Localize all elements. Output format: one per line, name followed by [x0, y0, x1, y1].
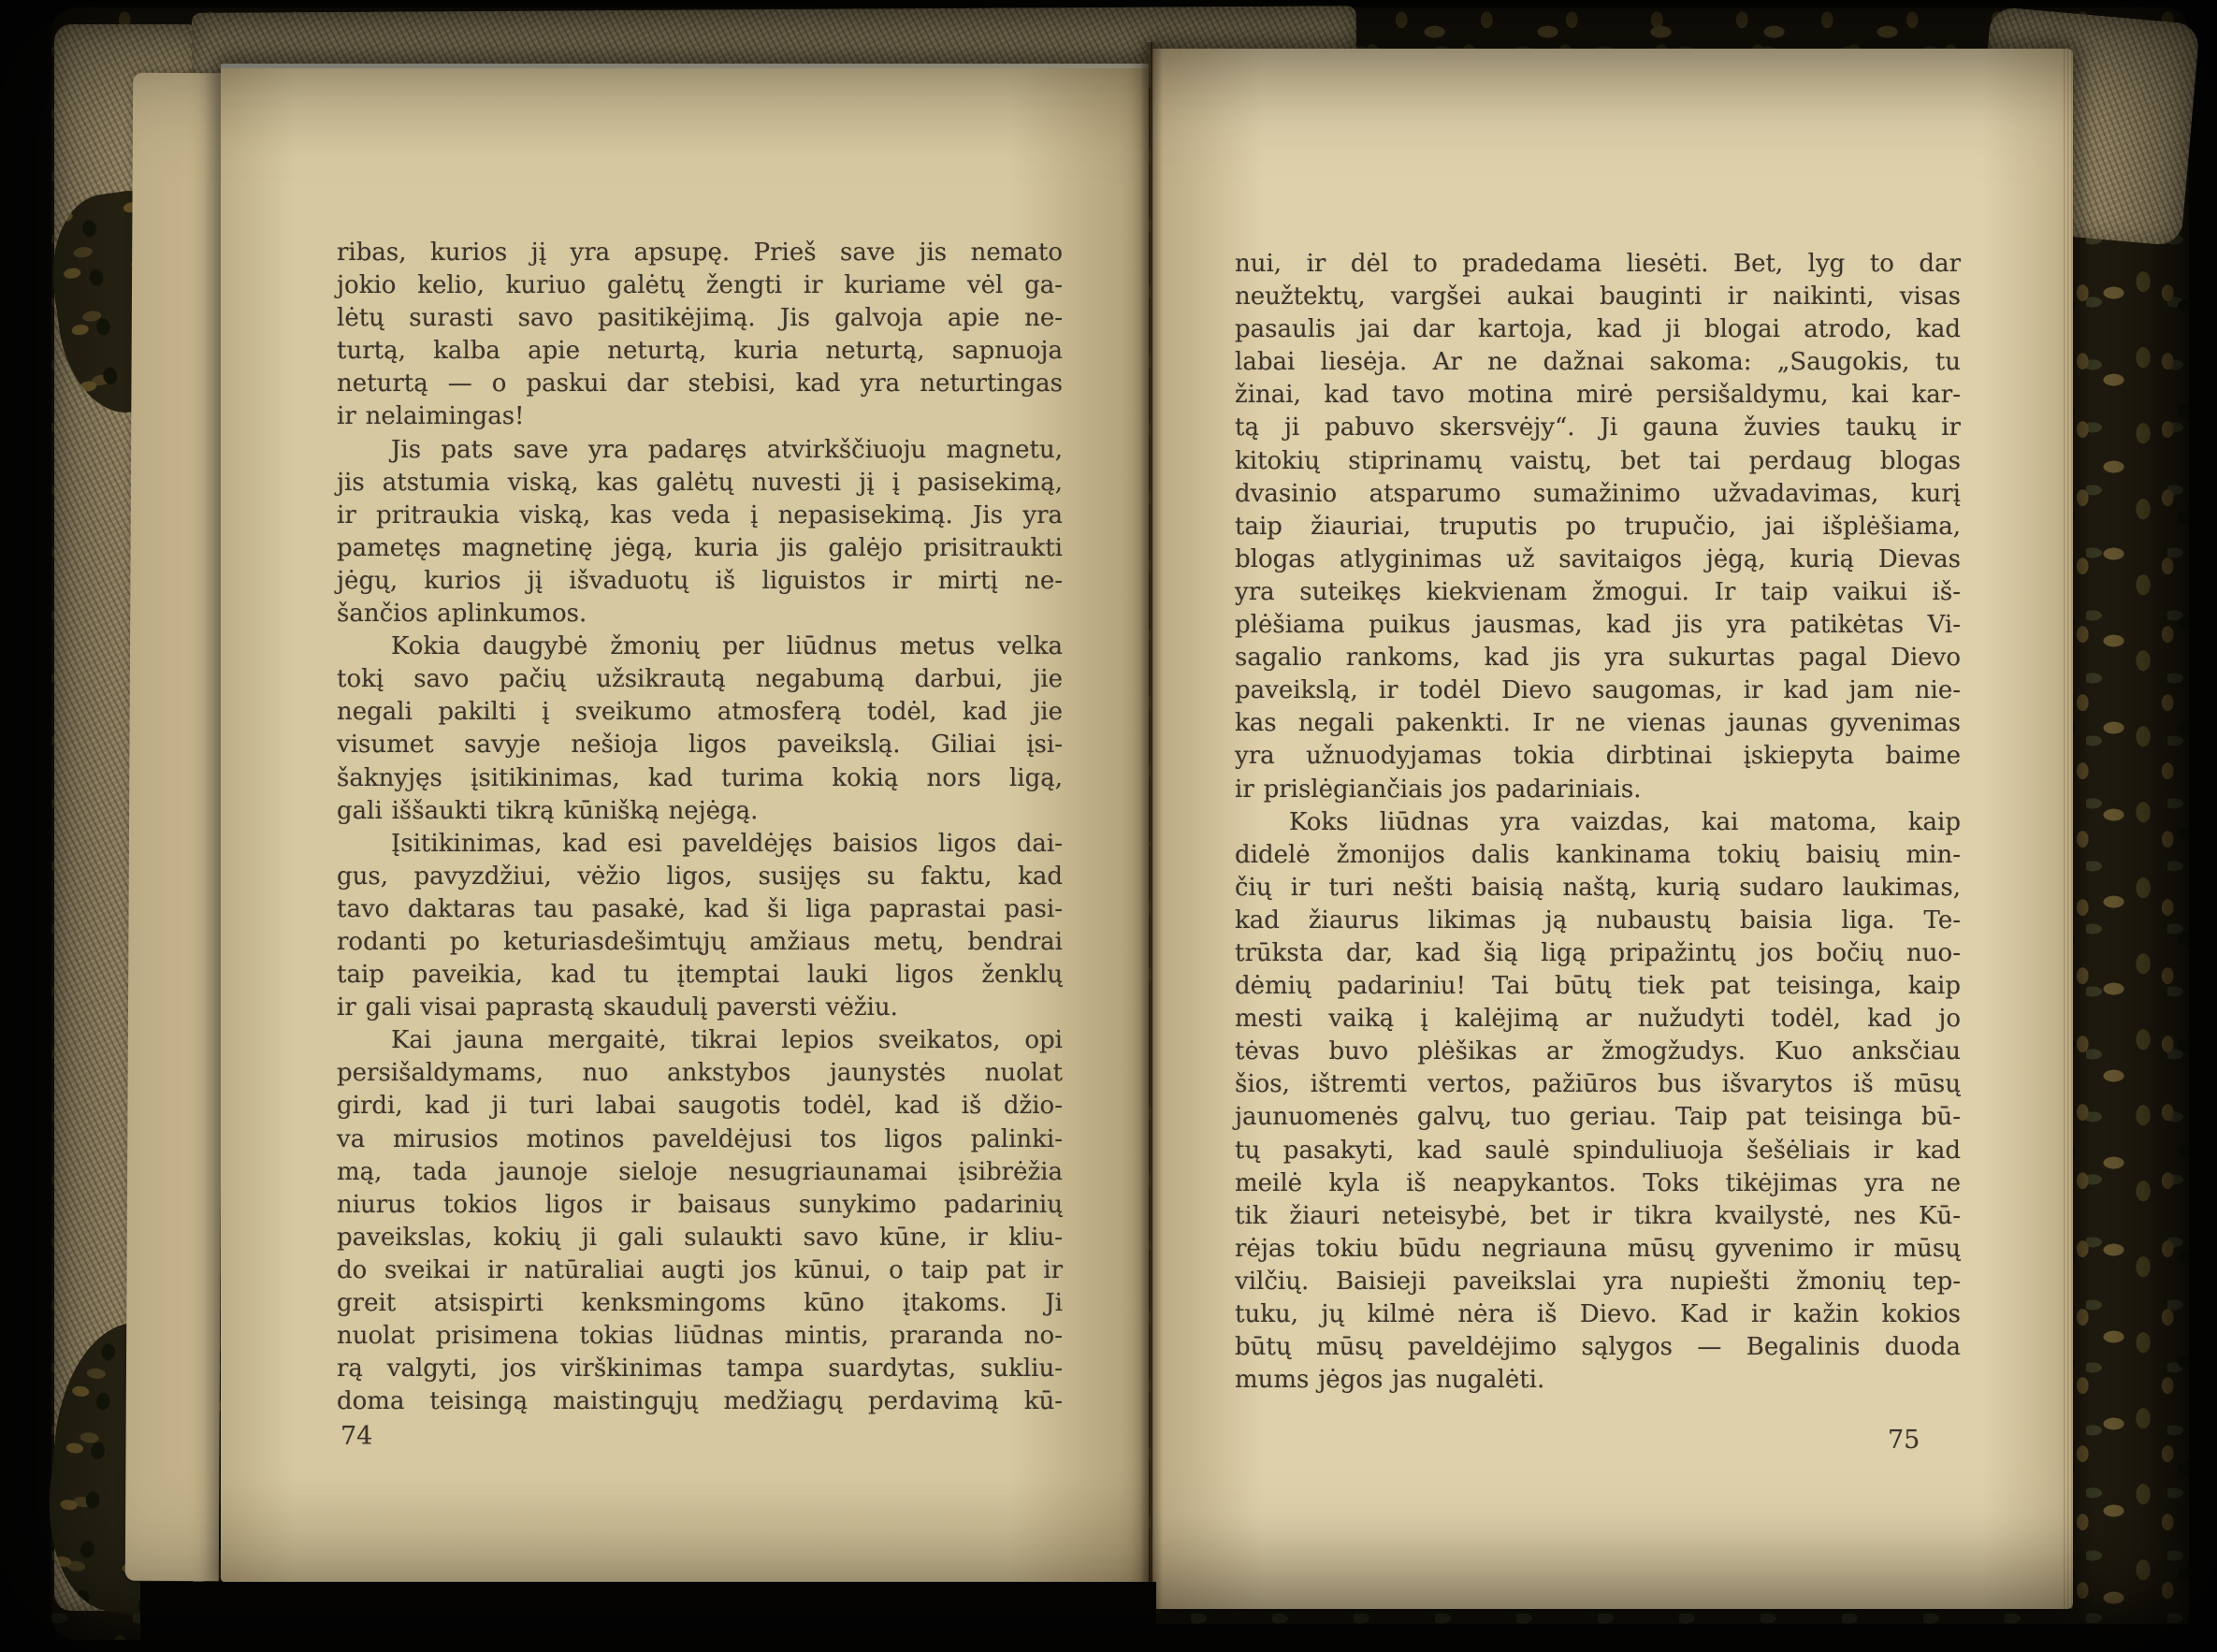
text-line: šančios aplinkumos. — [337, 600, 587, 629]
left-page-number: 74 — [341, 1422, 373, 1451]
text-line: neužtektų, vargšei aukai bauginti ir naikinti, visas — [1235, 283, 1961, 312]
text-line: ir gali visai paprastą skaudulį paversti vėžiu. — [337, 993, 898, 1022]
text-line: labai liesėja. Ar ne dažnai sakoma: „Saugokis, tu — [1235, 348, 1961, 377]
text-line: niurus tokios ligos ir baisaus sunykimo padarinių — [337, 1190, 1063, 1219]
text-line: rėjas tokiu būdu negriauna mūsų gyvenimo ir mūsų — [1235, 1234, 1961, 1263]
text-line: jokio kelio, kuriuo galėtų žengti ir kuriame vėl ga- — [337, 271, 1063, 300]
text-line: va mirusios motinos paveldėjusi tos ligos palinki- — [337, 1124, 1063, 1153]
text-line: plėšiama puikus jausmas, kad jis yra patikėtas Vi- — [1235, 611, 1961, 640]
text-line: lėtų surasti savo pasitikėjimą. Jis galvoja apie ne- — [337, 304, 1063, 333]
text-line: greit atsispirti kenksmingoms kūno įtakoms. Ji — [337, 1289, 1063, 1317]
text-line: kitokių stiprinamų vaistų, bet tai perdaug blogas — [1235, 446, 1961, 475]
text-line: mą, tada jaunoje sieloje nesugriaunamai įsibrėžia — [337, 1157, 1063, 1186]
text-line: didelė žmonijos dalis kankinama tokių baisių min- — [1235, 840, 1961, 869]
text-line: pasaulis jai dar kartoja, kad ji blogai atrodo, kad — [1235, 315, 1961, 344]
text-line: šios, ištremti vertos, pažiūros bus išvarytos iš mūsų — [1235, 1070, 1961, 1099]
right-page-number: 75 — [1888, 1426, 1920, 1455]
text-line: čių ir turi nešti baisią naštą, kurią sudaro laukimas, — [1235, 873, 1961, 902]
right-page-text — [1235, 248, 1961, 1397]
text-line: rą valgyti, jos virškinimas tampa suardytas, sukliu- — [337, 1355, 1063, 1384]
text-line: jėgų, kurios jį išvaduotų iš liguistos ir mirtį ne- — [337, 566, 1063, 595]
bottom-shadow — [1156, 1624, 2217, 1652]
text-line: paveikslas, kokių ji gali sulaukti savo kūne, ir kliu- — [337, 1223, 1063, 1252]
text-line: ir pritraukia viską, kas veda į nepasisekimą. Jis yra — [337, 500, 1063, 529]
text-line: tavo daktaras tau pasakė, kad ši liga paprastai pasi- — [337, 894, 1063, 923]
text-line: šaknyjęs įsitikinimas, kad turima kokią nors ligą, — [337, 763, 1063, 792]
text-line: tuku, jų kilmė nėra iš Dievo. Kad ir kažin kokios — [1235, 1300, 1961, 1328]
text-line: dvasinio atsparumo sumažinimo užvadavimas, kurį — [1235, 479, 1961, 508]
right-page — [1152, 49, 2073, 1609]
bottom-shadow — [140, 1582, 1156, 1652]
text-line: neturtą — o paskui dar stebisi, kad yra neturtingas — [337, 370, 1063, 399]
text-line: gali iššaukti tikrą kūnišką nejėgą. — [337, 796, 759, 825]
text-line: trūksta dar, kad šią ligą pripažintų jos bočių nuo- — [1235, 938, 1961, 967]
text-line: taip žiauriai, truputis po trupučio, jai išplėšiama, — [1235, 512, 1961, 541]
text-line: visumet savyje nešioja ligos paveikslą. Giliai įsi- — [337, 731, 1063, 760]
text-line: Įsitikinimas, kad esi paveldėjęs baisios ligos dai- — [391, 829, 1063, 858]
text-line: girdi, kad ji turi labai saugotis todėl, kad iš džio- — [337, 1092, 1063, 1121]
text-line: dėmių padariniu! Tai būtų tiek pat teisinga, kaip — [1235, 972, 1961, 1001]
text-line: kad žiaurus likimas ją nubaustų baisia liga. Te- — [1235, 906, 1961, 935]
text-line: persišaldymams, nuo ankstybos jaunystės nuolat — [337, 1059, 1063, 1088]
text-line: nui, ir dėl to pradedama liesėti. Bet, lyg to dar — [1235, 250, 1961, 278]
text-line: mesti vaiką į kalėjimą ar nužudyti todėl, kad jo — [1235, 1005, 1961, 1034]
left-page — [221, 64, 1149, 1582]
text-line: tik žiauri neteisybė, bet ir tikra kvailystė, nes Kū- — [1235, 1201, 1961, 1230]
text-line: Kokia daugybė žmonių per liūdnus metus velka — [391, 632, 1063, 661]
text-line: jaunuomenės galvų, tuo geriau. Taip pat teisinga bū- — [1235, 1103, 1961, 1132]
left-page-text — [337, 237, 1063, 1418]
text-line: tų pasakyti, kad saulė spinduliuoja šešėliais ir kad — [1235, 1136, 1961, 1165]
text-line: yra suteikęs kiekvienam žmogui. Ir taip vaikui iš- — [1235, 577, 1961, 606]
text-line: paveikslą, ir todėl Dievo saugomas, ir kad jam nie- — [1235, 676, 1961, 705]
text-line: taip paveikia, kad tu įtemptai lauki ligos ženklų — [337, 961, 1063, 990]
text-line: yra užnuodyjamas tokia dirbtinai įskiepyta baime — [1235, 742, 1961, 771]
text-line: turtą, kalba apie neturtą, kuria neturtą, sapnuoja — [337, 337, 1063, 366]
text-line: tą ji pabuvo skersvėjy“. Ji gauna žuvies taukų ir — [1235, 413, 1961, 442]
text-line: žinai, kad tavo motina mirė persišaldymu, kai kar- — [1235, 381, 1961, 410]
text-line: tokį savo pačių užsikrautą negabumą darbui, jie — [337, 665, 1063, 694]
text-line: meilė kyla iš neapykantos. Toks tikėjimas yra ne — [1235, 1168, 1961, 1197]
text-line: do sveikai ir natūraliai augti jos kūnui, o taip pat ir — [337, 1255, 1063, 1284]
text-line: kas negali pakenkti. Ir ne vienas jaunas gyvenimas — [1235, 709, 1961, 738]
text-line: jis atstumia viską, kas galėtų nuvesti jį į pasisekimą, — [337, 468, 1063, 497]
text-line: Kai jauna mergaitė, tikrai lepios sveikatos, opi — [391, 1026, 1063, 1055]
text-line: tėvas buvo plėšikas ar žmogžudys. Kuo anksčiau — [1235, 1037, 1961, 1066]
text-line: sagalio rankoms, kad jis yra sukurtas pagal Dievo — [1235, 644, 1961, 673]
text-line: vilčių. Baisieji paveikslai yra nupiešti žmonių tep- — [1235, 1267, 1961, 1296]
text-line: gus, pavyzdžiui, vėžio ligos, susijęs su faktu, kad — [337, 862, 1063, 891]
text-line: Jis pats save yra padaręs atvirkščiuoju magnetu, — [391, 435, 1063, 464]
text-line: negali pakilti į sveikumo atmosferą todėl, kad jie — [337, 698, 1063, 727]
text-line: mums jėgos jas nugalėti. — [1235, 1366, 1545, 1395]
text-line: būtų mūsų paveldėjimo sąlygos — Begalinis duoda — [1235, 1333, 1961, 1362]
text-line: doma teisingą maistingųjų medžiagų perdavimą kū- — [337, 1387, 1063, 1416]
text-line: Koks liūdnas yra vaizdas, kai matoma, kaip — [1289, 807, 1961, 836]
gutter-crease — [1140, 42, 1163, 1614]
text-line: ir prislėgiančiais jos padariniais. — [1235, 775, 1642, 804]
text-line: nuolat prisimena tokias liūdnas mintis, praranda no- — [337, 1322, 1063, 1351]
text-line: ir nelaimingas! — [337, 402, 525, 431]
text-line: ribas, kurios jį yra apsupę. Prieš save jis nemato — [337, 239, 1063, 267]
text-line: blogas atlyginimas už savitaigos jėgą, kurią Dievas — [1235, 544, 1961, 573]
page-edges-stack — [125, 73, 226, 1582]
text-line: rodanti po keturiasdešimtųjų amžiaus metų, bendrai — [337, 927, 1063, 956]
text-line: pametęs magnetinę jėgą, kuria jis galėjo prisitraukti — [337, 533, 1063, 562]
